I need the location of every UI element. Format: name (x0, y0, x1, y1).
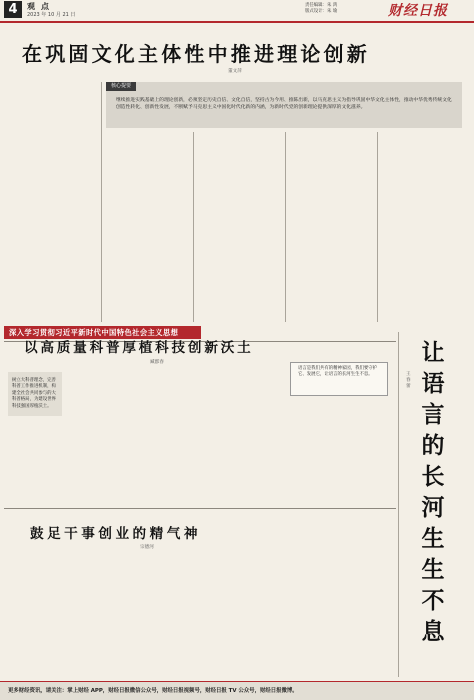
article3-author: 宗德河 (140, 545, 154, 550)
footer-text: 更多财经资讯，请关注：掌上财经 APP，财经日报微信公众号，财经日报视频号，财经日报 TV 公众号，财经日报微博。 (8, 688, 298, 694)
column-divider (285, 132, 286, 322)
page-number: 4 (4, 1, 22, 18)
column-divider (398, 332, 399, 677)
column-divider (377, 132, 378, 322)
newspaper-logo: 财经日报 (388, 3, 448, 19)
column-divider (101, 82, 102, 322)
article1-author: 董文萍 (228, 69, 242, 74)
article4-quote: 语言是我们共有的精神家园，我们要守护它、发展它，让语言的长河生生不息。 (298, 366, 378, 378)
proof-line: 版式设计：朱 瑜 (305, 9, 338, 14)
article4-author: 王春蕾 (406, 372, 411, 389)
column-divider (193, 132, 194, 322)
section-name: 观点 (27, 2, 55, 11)
banner: 深入学习贯彻习近平新时代中国特色社会主义思想 (4, 326, 201, 339)
article1-title: 在巩固文化主体性中推进理论创新 (22, 42, 370, 66)
section-divider (4, 508, 396, 509)
note-tag: 核心提要 (106, 82, 136, 91)
issue-date: 2023 年 10 月 21 日 (27, 12, 76, 18)
article3-title: 鼓足干事创业的精气神 (30, 526, 201, 542)
note-text: 继续推进实践基础上的理论创新，必须坚定历史自信、文化自信，坚持古为今用、推陈出新，以马克思主义为指导巩固中华文化主体性，推动中华优秀传统文化创造性转化、创新性发展，不断赋予马克思主义中国化时代化新的内涵，为新时代党的创新理论提供深厚的文化滋养。 (116, 98, 452, 110)
editor-line: 责任编辑：朱 鸿 (305, 3, 338, 8)
article2-author: 臧郡春 (150, 360, 164, 365)
article2-summary: 树立大科普理念，完善科普工作推进机制，构建全社会共同参与的大科普格局，为建设世界科技强国厚植沃土。 (12, 378, 56, 409)
article4-title: 让语言的长河生生不息 (421, 340, 445, 645)
header-rule (0, 21, 474, 23)
article2-title: 以高质量科普厚植科技创新沃土 (24, 340, 254, 356)
editor-credits (305, 3, 385, 15)
